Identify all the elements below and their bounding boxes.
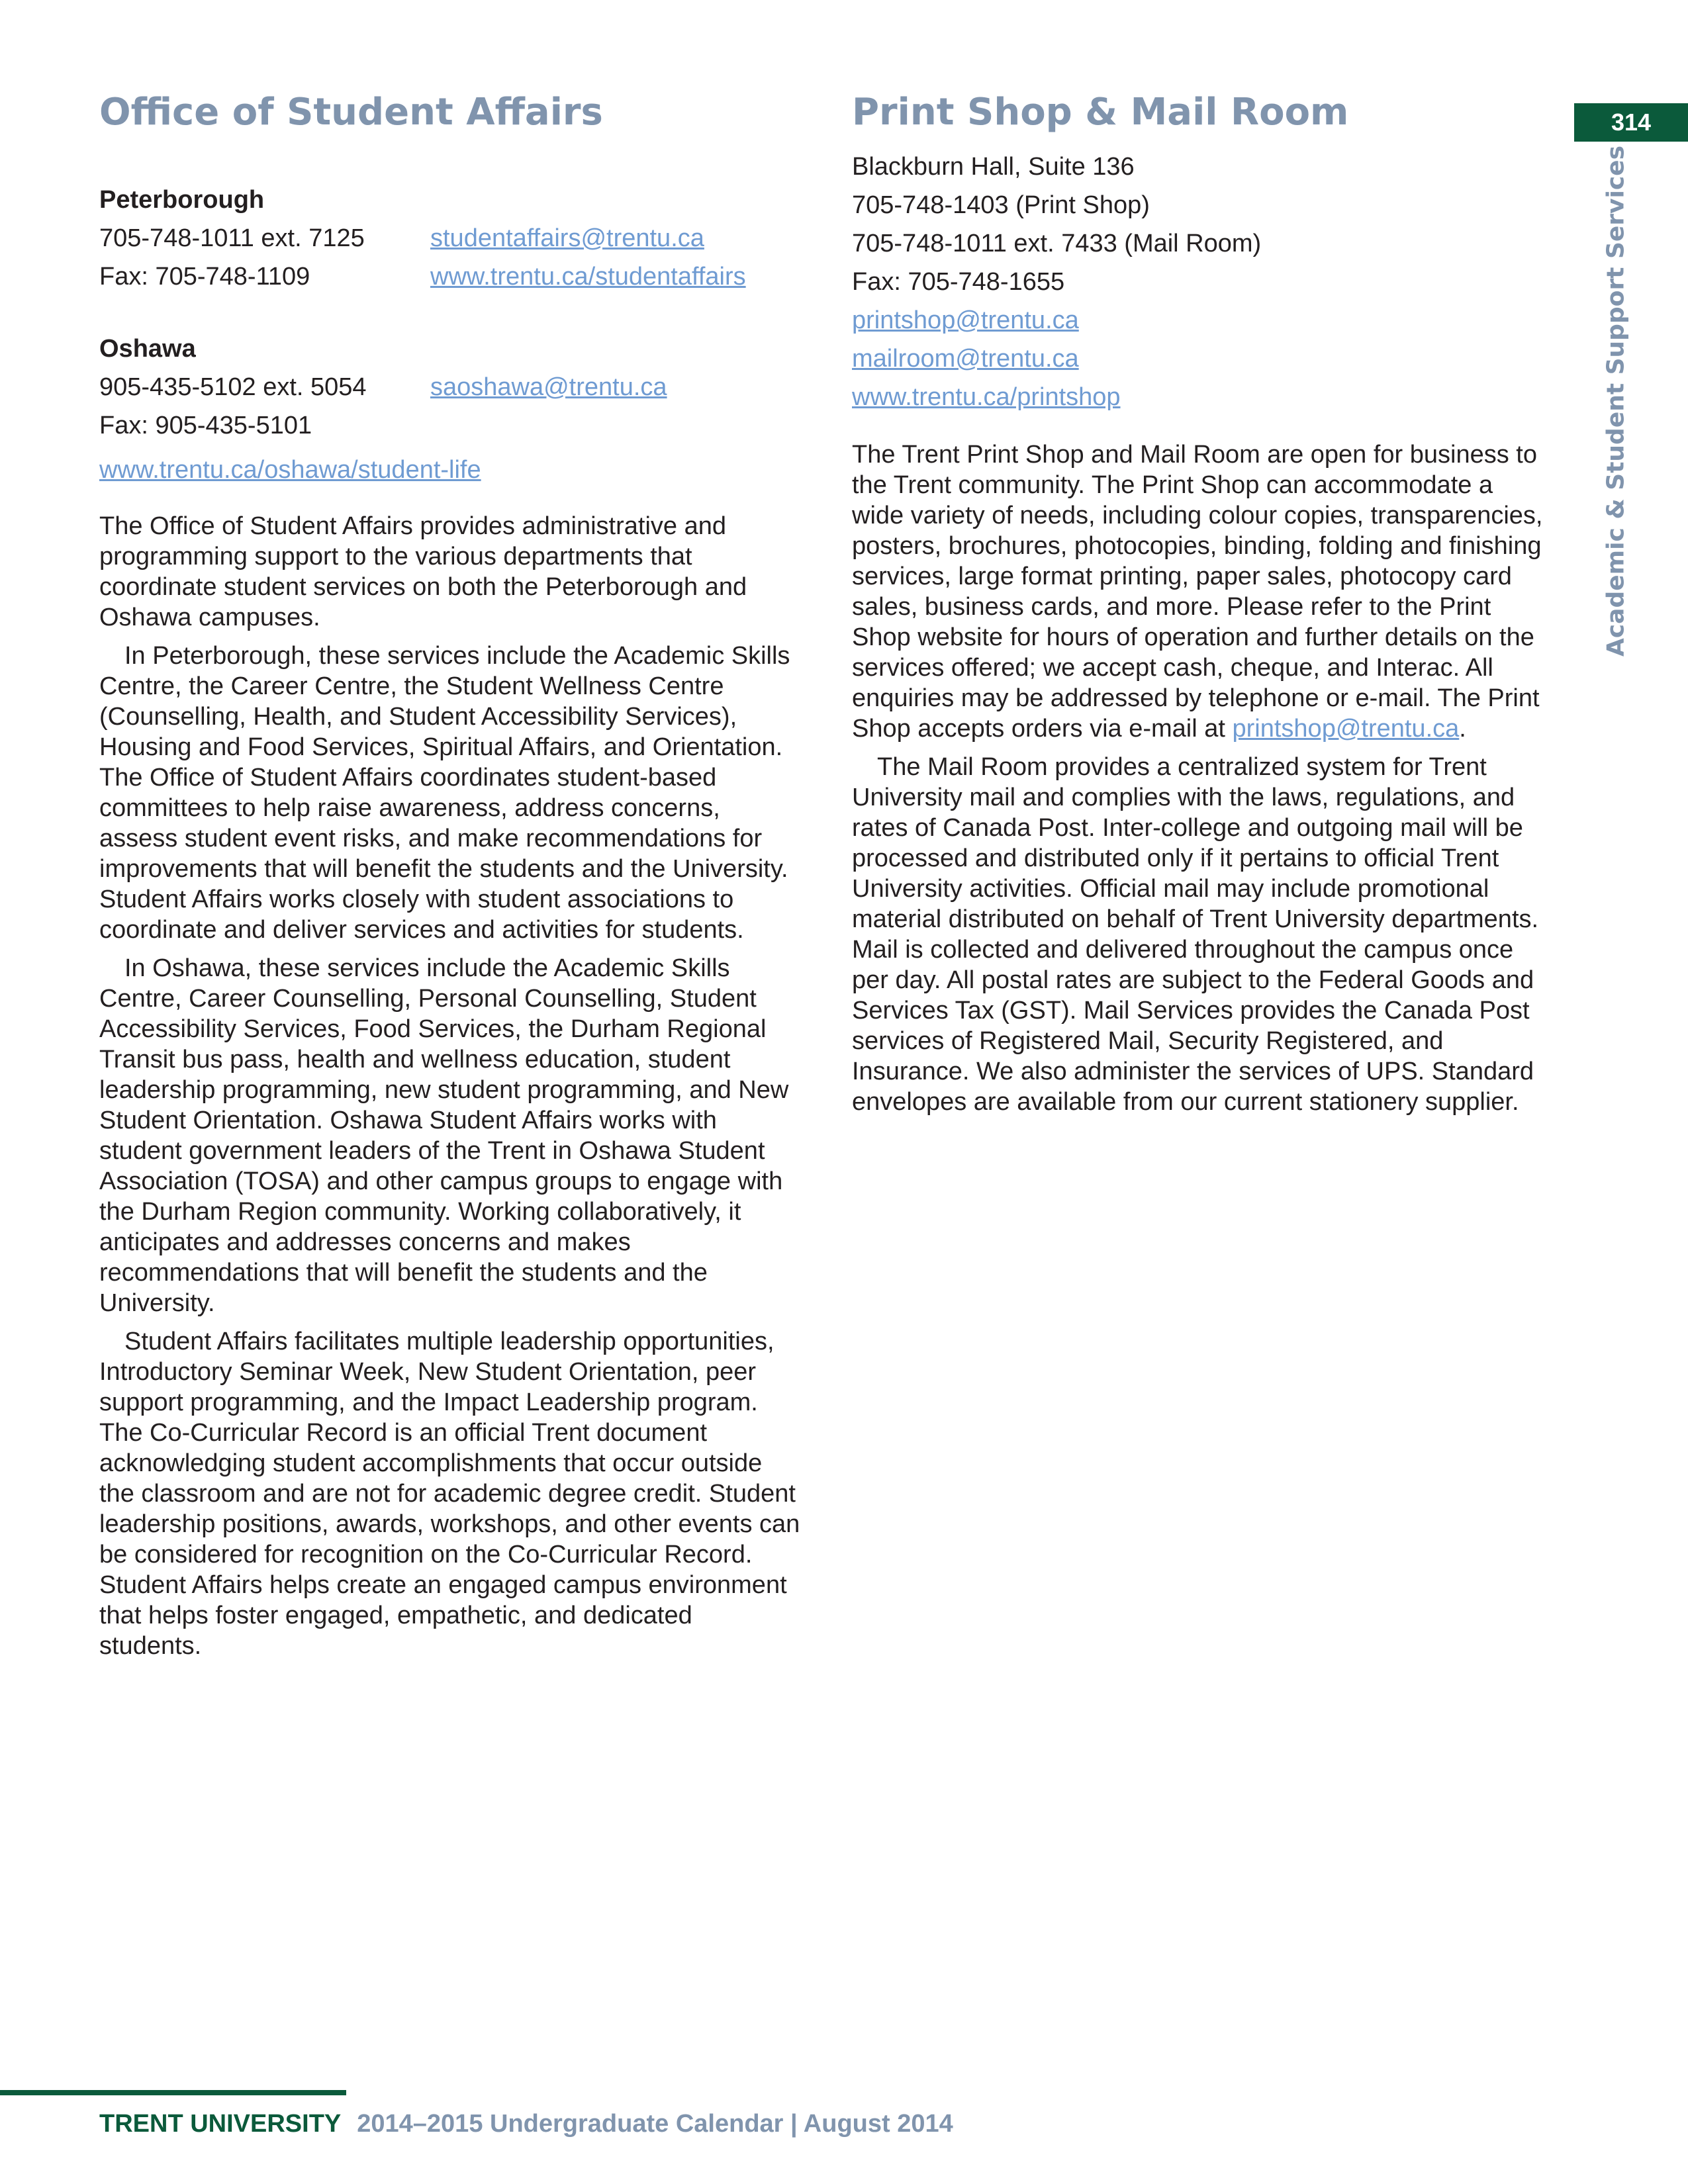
footer-university: TRENT UNIVERSITY	[99, 2110, 342, 2138]
peterborough-phone: 705-748-1011 ext. 7125	[99, 224, 365, 252]
printshop-inline-email-link[interactable]: printshop@trentu.ca	[1232, 715, 1460, 743]
print-shop-paragraph-end: .	[1459, 715, 1466, 743]
footer-calendar: 2014–2015 Undergraduate Calendar | August 2014	[357, 2110, 953, 2138]
oshawa-email-link[interactable]: saoshawa@trentu.ca	[430, 373, 667, 401]
oshawa-fax: Fax: 905-435-5101	[99, 412, 312, 439]
print-shop-phone: 705-748-1403 (Print Shop)	[852, 191, 1150, 219]
mail-room-paragraph: The Mail Room provides a centralized system for Trent University mail and complies with the laws, regulations, and rates of Canada Post. Inter-college and outgoing mail will be processed and distributed only if it pertains to official Trent University activities. Official mail may include promotional material distributed on behalf of Trent University departments. Mail is collected and delivered throughout the campus once per day. All postal rates are subject to the Federal Goods and Services Tax (GST). Mail Services provides the Canada Post services of Registered Mail, Security Registered, and Insurance. We also administer the services of UPS. Standard envelopes are available from our current stationery supplier.	[852, 753, 1539, 1116]
print-shop-body	[852, 439, 1550, 1125]
student-affairs-paragraph: In Oshawa, these services include the Academic Skills Centre, Career Counselling, Personal Counselling, Student Accessibility Services, Food Services, the Durham Regional Transit bus pass, health and wellness education, student leadership programming, new student programming, and New Student Orientation. Oshawa Student Affairs works with student government leaders of the Trent in Oshawa Student Association (TOSA) and other campus groups to engage with the Durham Region community. Working collaboratively, it anticipates and addresses concerns and makes recommendations that will benefit the students and the University.	[99, 954, 789, 1317]
page-number-tab	[1574, 103, 1688, 142]
mail-room-phone: 705-748-1011 ext. 7433 (Mail Room)	[852, 230, 1262, 257]
print-shop-mail-room-title: Print Shop & Mail Room	[852, 91, 1349, 134]
peterborough-heading: Peterborough	[99, 186, 265, 214]
printshop-website-link[interactable]: www.trentu.ca/printshop	[852, 383, 1121, 411]
page-number: 314	[1611, 109, 1652, 136]
peterborough-email-link[interactable]: studentaffairs@trentu.ca	[430, 224, 704, 252]
peterborough-fax: Fax: 705-748-1109	[99, 263, 310, 291]
section-side-label: Academic & Student Support Services	[1602, 145, 1630, 657]
page-footer	[99, 2110, 953, 2138]
office-of-student-affairs-title: Office of Student Affairs	[99, 91, 603, 134]
print-shop-location: Blackburn Hall, Suite 136	[852, 153, 1135, 181]
oshawa-phone: 905-435-5102 ext. 5054	[99, 373, 367, 401]
student-affairs-body	[99, 511, 801, 1669]
oshawa-website-link[interactable]: www.trentu.ca/oshawa/student-life	[99, 456, 481, 484]
print-shop-paragraph	[852, 439, 1550, 744]
student-affairs-paragraph: Student Affairs facilitates multiple leadership opportunities, Introductory Seminar Week, New Student Orientation, peer support programming, and the Impact Leadership program. The Co-Curricular Record is an official Trent document acknowledging student accomplishments that occur outside the classroom and are not for academic degree credit. Student leadership positions, awards, workshops, and other events can be considered for recognition on the Co-Curricular Record. Student Affairs helps create an engaged campus environment that helps foster engaged, empathetic, and dedicated students.	[99, 1328, 800, 1660]
print-shop-paragraph-text: The Trent Print Shop and Mail Room are open for business to the Trent community. The Print Shop can accommodate a wide variety of needs, including colour copies, transparencies, posters, brochures, photocopies, binding, folding and finishing services, large format printing, paper sales, photocopy card sales, business cards, and more. Please refer to the Print Shop website for hours of operation and further details on the services offered; we accept cash, cheque, and Interac. All enquiries may be addressed by telephone or e-mail. The Print Shop accepts orders via e-mail at	[852, 441, 1543, 743]
student-affairs-paragraph: The Office of Student Affairs provides administrative and programming support to the various departments that coordinate student services on both the Peterborough and Oshawa campuses.	[99, 512, 747, 631]
printshop-email-link[interactable]: printshop@trentu.ca	[852, 306, 1079, 334]
student-affairs-paragraph: In Peterborough, these services include the Academic Skills Centre, the Career Centre, the Student Wellness Centre (Counselling, Health, and Student Accessibility Services), Housing and Food Services, Spiritual Affairs, and Orientation. The Office of Student Affairs coordinates student-based committees to help raise awareness, address concerns, assess student event risks, and make recommendations for improvements that will benefit the students and the University. Student Affairs works closely with student associations to coordinate and deliver services and activities for students.	[99, 642, 790, 944]
mailroom-email-link[interactable]: mailroom@trentu.ca	[852, 345, 1079, 373]
oshawa-heading: Oshawa	[99, 335, 196, 363]
footer-rule	[0, 2090, 346, 2095]
print-shop-fax: Fax: 705-748-1655	[852, 268, 1065, 296]
peterborough-website-link[interactable]: www.trentu.ca/studentaffairs	[430, 263, 746, 291]
